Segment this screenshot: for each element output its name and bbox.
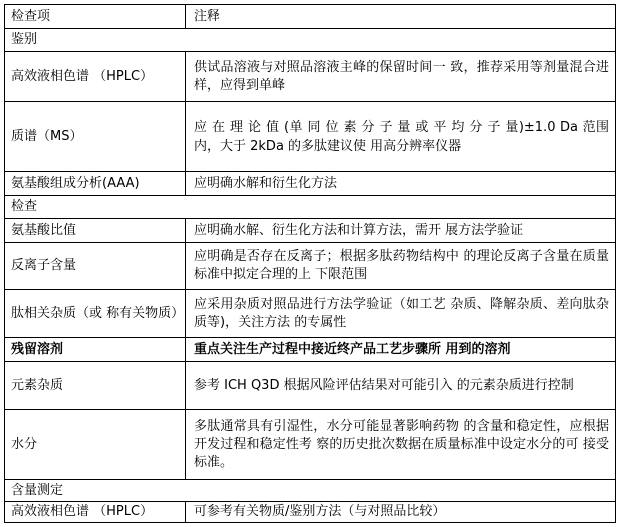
table-header-row bbox=[5, 5, 615, 29]
section-row-inspection bbox=[5, 196, 615, 219]
note-text: 供试品溶液与对照品溶液主峰的保留时间一 致，推荐采用等剂量混合进样，应得到单峰 bbox=[194, 59, 609, 93]
item-cell bbox=[5, 362, 186, 409]
item-cell bbox=[5, 338, 186, 361]
note-cell bbox=[186, 410, 615, 479]
table-row bbox=[5, 338, 615, 362]
note-cell bbox=[186, 362, 615, 409]
table-row bbox=[5, 410, 615, 480]
note-cell bbox=[186, 102, 615, 171]
section-row-identification bbox=[5, 29, 615, 52]
note-cell bbox=[186, 219, 615, 242]
item-label: 质谱（MS） bbox=[11, 128, 83, 144]
note-cell bbox=[186, 338, 615, 361]
item-label: 残留溶剂 bbox=[11, 341, 64, 357]
note-text: 应明确水解、衍生化方法和计算方法，需开 展方法学验证 bbox=[194, 222, 524, 238]
note-text: 应 在 理 论 值 (单 同 位 素 分 子 量 或 平 均 分 子 量)±1.0 Da 范围内，大于 2kDa 的多肽建议使 用高分辨率仪器 bbox=[194, 119, 609, 154]
table-row bbox=[5, 502, 615, 522]
header-item-label: 检查项 bbox=[11, 8, 51, 24]
item-cell bbox=[5, 502, 186, 522]
note-cell bbox=[186, 243, 615, 289]
note-text: 参考 ICH Q3D 根据风险评估结果对可能引入 的元素杂质进行控制 bbox=[194, 377, 574, 393]
item-label: 氨基酸组成分析(AAA) bbox=[11, 175, 140, 191]
table-row bbox=[5, 172, 615, 196]
note-text: 应采用杂质对照品进行方法学验证（如工艺 杂质、降解杂质、差向肽杂质等)，关注方法 的专属性 bbox=[194, 296, 609, 330]
header-note-label: 注释 bbox=[194, 8, 221, 24]
table-row bbox=[5, 219, 615, 243]
table-row bbox=[5, 102, 615, 172]
item-label: 水分 bbox=[11, 436, 38, 452]
section-title-inspection: 检查 bbox=[11, 199, 38, 214]
item-cell bbox=[5, 172, 186, 195]
item-label: 反离子含量 bbox=[11, 258, 77, 273]
table-row bbox=[5, 52, 615, 102]
item-label: 高效液相色谱 （HPLC） bbox=[11, 504, 154, 519]
note-cell bbox=[186, 290, 615, 337]
item-label: 元素杂质 bbox=[11, 377, 64, 393]
section-row-assay bbox=[5, 480, 615, 502]
item-cell bbox=[5, 52, 186, 101]
section-title-identification: 鉴别 bbox=[11, 32, 38, 47]
table-row bbox=[5, 290, 615, 338]
table-row bbox=[5, 243, 615, 290]
item-cell bbox=[5, 290, 186, 337]
header-item-cell bbox=[5, 5, 186, 28]
note-text: 应明确是否存在反离子；根据多肽药物结构中 的理论反离子含量在质量标准中拟定合理的上 下限范围 bbox=[194, 249, 609, 282]
note-cell bbox=[186, 52, 615, 101]
note-cell bbox=[186, 502, 615, 522]
section-title-assay: 含量测定 bbox=[11, 482, 64, 498]
note-cell bbox=[186, 172, 615, 195]
note-text: 应明确水解和衍生化方法 bbox=[194, 175, 338, 191]
item-label: 氨基酸比值 bbox=[11, 222, 77, 238]
item-label: 高效液相色谱 （HPLC） bbox=[11, 68, 154, 84]
item-cell bbox=[5, 243, 186, 289]
item-cell bbox=[5, 102, 186, 171]
header-note-cell bbox=[186, 5, 615, 28]
note-text: 重点关注生产过程中接近终产品工艺步骤所 用到的溶剂 bbox=[194, 341, 511, 357]
item-cell bbox=[5, 219, 186, 242]
table-row bbox=[5, 362, 615, 410]
inspection-table bbox=[4, 4, 616, 523]
item-cell bbox=[5, 410, 186, 479]
note-text: 可参考有关物质/鉴别方法（与对照品比较） bbox=[194, 504, 446, 519]
note-text: 多肽通常具有引湿性，水分可能显著影响药物 的含量和稳定性，应根据开发过程和稳定性考 察的历史批次数据在质量标准中设定水分的可 接受标准。 bbox=[194, 418, 609, 470]
item-label: 肽相关杂质（或 称有关物质） bbox=[11, 305, 185, 321]
